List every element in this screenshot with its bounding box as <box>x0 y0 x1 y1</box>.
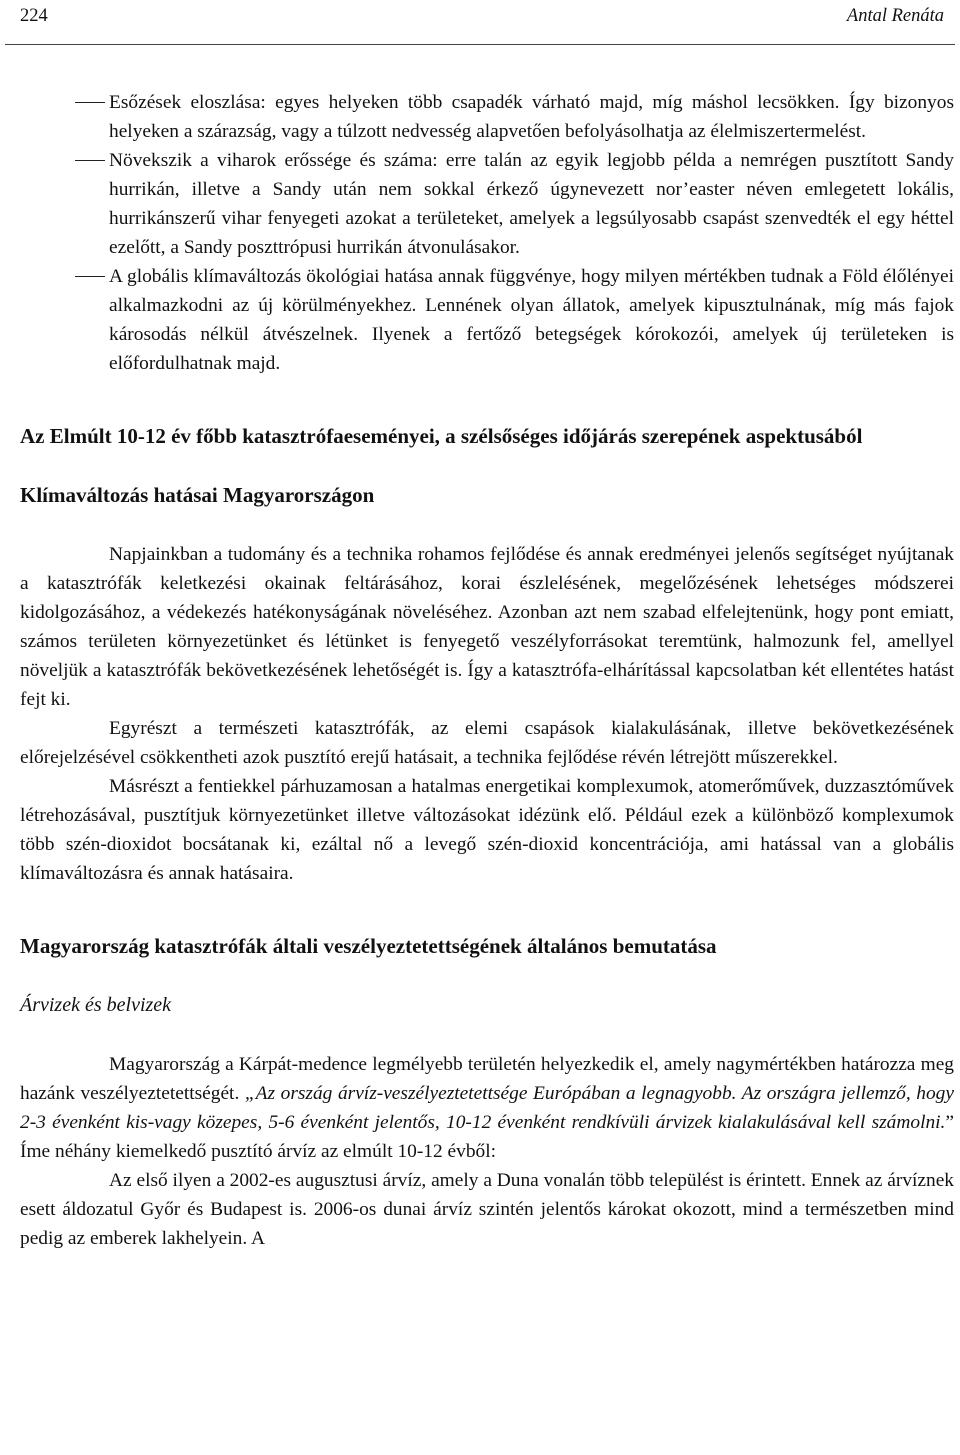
spacer <box>20 510 954 540</box>
spacer <box>20 888 954 932</box>
header-rule <box>5 44 955 45</box>
paragraph: Napjainkban a tudomány és a technika rohamos fejlődése és annak eredményei jelenős segítséget nyújtanak a katasztrófák keletkezési okainak feltárásához, korai észlelésének, megelőzésének lehetséges módszerei kidolgozásához, a védekezés hatékonyságának növeléséhez. Azonban azt nem szabad elfelejtenünk, hogy pont emiatt, számos területen környezetünket és létünket is fenyegető veszélyforrásokat teremtünk, halmozunk fel, amellyel növeljük a katasztrófák bekövetkezésének lehetőségét is. Így a katasztrófa-elhárítással kapcsolatban két ellentétes hatást fejt ki. <box>20 544 954 710</box>
paragraph: Az első ilyen a 2002-es augusztusi árvíz, amely a Duna vonalán több települést is érintett. Ennek az árvíznek esett áldozatul Győr és Budapest is. 2006-os dunai árvíz szintén jelentős károkat okozott, mind a természetben mind pedig az emberek lakhelyein. A <box>20 1170 954 1249</box>
subsection-heading: Klímaváltozás hatásai Magyarországon <box>20 483 375 507</box>
bullet-list <box>20 88 954 378</box>
spacer <box>20 961 954 991</box>
section-heading: Az Elmúlt 10-12 év főbb katasztrófaeseményei, a szélsőséges időjárás szerepének aspektusából <box>20 424 863 448</box>
page-header <box>20 0 944 32</box>
paragraph: Másrészt a fentiekkel párhuzamosan a hatalmas energetikai komplexumok, atomerőművek, duzzasztóművek létrehozásával, pusztítjuk környezetünket illetve változásokat idézünk elő. Például ezek a különböző komplexumok több szén-dioxidot bocsátanak ki, ezáltal nő a levegő szén-dioxid koncentrációja, ami hatással van a globális klímaváltozásra és annak hatásaira. <box>20 776 954 884</box>
running-author: Antal Renáta <box>846 5 944 26</box>
page-number: 224 <box>20 5 48 26</box>
page-body <box>20 88 954 1253</box>
dash-marker <box>75 276 105 277</box>
spacer <box>20 1020 954 1050</box>
list-item: Növekszik a viharok erőssége és száma: erre talán az egyik legjobb példa a nemrégen pusztított Sandy hurrikán, illetve a Sandy után nem sokkal érkező úgynevezett nor’easter néven emlegetett lokális, hurrikánszerű vihar fenyegeti azokat a területeket, amelyek a legsúlyosabb csapást szenvedték el egy héttel ezelőtt, a Sandy poszttrópusi hurrikán átvonulásakor. <box>20 146 954 262</box>
list-item: A globális klímaváltozás ökológiai hatása annak függvénye, hogy milyen mértékben tudnak a Föld élőlényei alkalmazkodni az új körülményekhez. Lennének olyan állatok, amelyek kipusztulnának, míg más fajok károsodás nélkül átvészelnek. Ilyenek a fertőző betegségek kórokozói, amelyek új területeken is előfordulhatnak majd. <box>20 262 954 378</box>
paragraph: Egyrészt a természeti katasztrófák, az elemi csapások kialakulásának, illetve bekövetkezésének előrejelzésével csökkentheti azok pusztító erejű hatásait, a technika fejlődése révén létrejött műszerekkel. <box>20 718 954 768</box>
section-heading: Magyarország katasztrófák általi veszélyeztetettségének általános bemutatása <box>20 934 717 958</box>
dash-marker <box>75 102 105 103</box>
quotation: „Az ország árvíz-veszélyeztetettsége Európában a legnagyobb. Az országra jellemző, hogy 2-3 évenként kis-vagy közepes, 5-6 évenként jelentős, 10-12 évenként rendkívüli árvizek kialakulásával kell számolni. <box>20 1083 954 1133</box>
dash-marker <box>75 160 105 161</box>
spacer <box>20 451 954 481</box>
paragraph: Magyarország a Kárpát-medence legmélyebb területén helyezkedik el, amely nagymértékben határozza meg hazánk veszélyeztetettségét. „Az ország árvíz-veszélyeztetettsége Európában a legnagyobb. Az országra jellemző, hogy 2-3 évenként kis-vagy közepes, 5-6 évenként jelentős, 10-12 évenként rendkívüli árvizek kialakulásával kell számolni.” Íme néhány kiemelkedő pusztító árvíz az elmúlt 10-12 évből: <box>20 1054 954 1162</box>
subsection-heading: Árvizek és belvizek <box>20 994 172 1016</box>
list-item: Esőzések eloszlása: egyes helyeken több csapadék várható majd, míg máshol lecsökken. Így bizonyos helyeken a szárazság, vagy a túlzott nedvesség alapvetően befolyásolhatja az élelmiszertermelést. <box>20 88 954 146</box>
spacer <box>20 378 954 422</box>
